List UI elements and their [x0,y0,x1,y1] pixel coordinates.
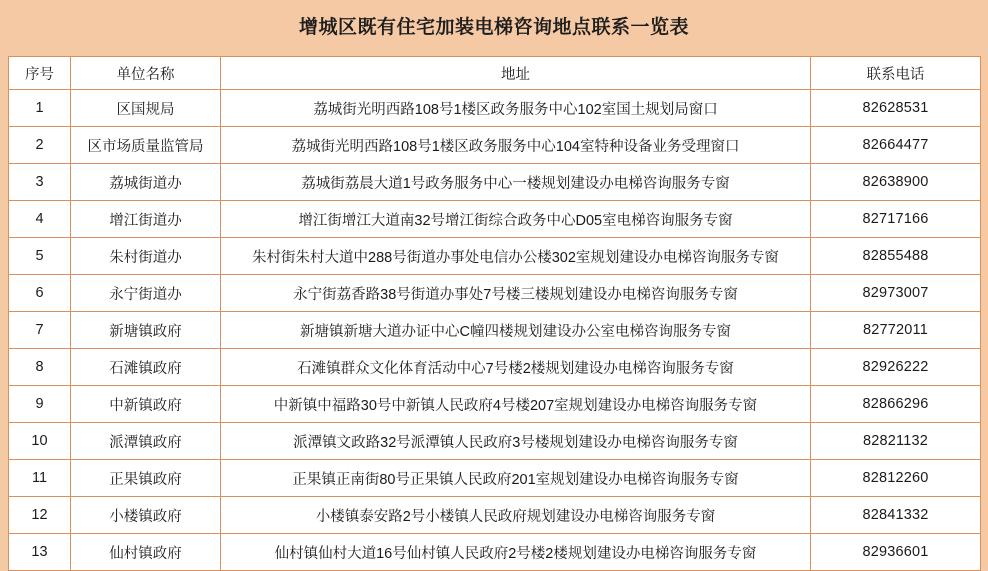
table-row [9,275,981,312]
cell-index: 4 [9,201,71,238]
cell-unit: 荔城街道办 [71,164,221,201]
cell-address: 增江街增江大道南32号增江街综合政务中心D05室电梯咨询服务专窗 [221,201,811,238]
cell-phone: 82973007 [811,275,981,312]
cell-unit: 区国规局 [71,90,221,127]
table-row [9,423,981,460]
cell-index: 2 [9,127,71,164]
cell-phone: 82821132 [811,423,981,460]
cell-phone: 82717166 [811,201,981,238]
cell-phone: 82628531 [811,90,981,127]
cell-index: 6 [9,275,71,312]
cell-address: 小楼镇泰安路2号小楼镇人民政府规划建设办电梯咨询服务专窗 [221,497,811,534]
cell-phone: 82812260 [811,460,981,497]
cell-unit: 正果镇政府 [71,460,221,497]
cell-address: 永宁街荔香路38号街道办事处7号楼三楼规划建设办电梯咨询服务专窗 [221,275,811,312]
table-header-row [9,57,981,90]
cell-address: 朱村街朱村大道中288号街道办事处电信办公楼302室规划建设办电梯咨询服务专窗 [221,238,811,275]
table-row [9,497,981,534]
table-container [0,56,988,571]
cell-phone: 82664477 [811,127,981,164]
cell-unit: 小楼镇政府 [71,497,221,534]
cell-index: 1 [9,90,71,127]
cell-unit: 增江街道办 [71,201,221,238]
cell-index: 11 [9,460,71,497]
cell-index: 3 [9,164,71,201]
table-row [9,312,981,349]
cell-index: 13 [9,534,71,571]
cell-address: 荔城街光明西路108号1楼区政务服务中心102室国土规划局窗口 [221,90,811,127]
table-row [9,534,981,571]
cell-address: 石滩镇群众文化体育活动中心7号楼2楼规划建设办电梯咨询服务专窗 [221,349,811,386]
cell-phone: 82926222 [811,349,981,386]
table-row [9,238,981,275]
cell-index: 5 [9,238,71,275]
column-header-phone: 联系电话 [811,57,981,90]
cell-address: 派潭镇文政路32号派潭镇人民政府3号楼规划建设办电梯咨询服务专窗 [221,423,811,460]
cell-unit: 石滩镇政府 [71,349,221,386]
cell-phone: 82772011 [811,312,981,349]
cell-unit: 仙村镇政府 [71,534,221,571]
cell-unit: 中新镇政府 [71,386,221,423]
title-bar [0,0,988,56]
cell-address: 正果镇正南街80号正果镇人民政府201室规划建设办电梯咨询服务专窗 [221,460,811,497]
cell-address: 荔城街荔晨大道1号政务服务中心一楼规划建设办电梯咨询服务专窗 [221,164,811,201]
cell-unit: 派潭镇政府 [71,423,221,460]
cell-phone: 82866296 [811,386,981,423]
cell-phone: 82855488 [811,238,981,275]
cell-unit: 区市场质量监管局 [71,127,221,164]
table-row [9,349,981,386]
column-header-index: 序号 [9,57,71,90]
cell-unit: 新塘镇政府 [71,312,221,349]
cell-index: 8 [9,349,71,386]
table-row [9,201,981,238]
cell-address: 中新镇中福路30号中新镇人民政府4号楼207室规划建设办电梯咨询服务专窗 [221,386,811,423]
cell-index: 7 [9,312,71,349]
cell-address: 新塘镇新塘大道办证中心C幢四楼规划建设办公室电梯咨询服务专窗 [221,312,811,349]
column-header-address: 地址 [221,57,811,90]
cell-phone: 82936601 [811,534,981,571]
cell-index: 10 [9,423,71,460]
table-row [9,90,981,127]
page-title: 增城区既有住宅加装电梯咨询地点联系一览表 [298,16,689,38]
table-row [9,386,981,423]
table-row [9,460,981,497]
cell-address: 荔城街光明西路108号1楼区政务服务中心104室特种设备业务受理窗口 [221,127,811,164]
cell-index: 12 [9,497,71,534]
table-row [9,127,981,164]
table-row [9,164,981,201]
cell-index: 9 [9,386,71,423]
cell-address: 仙村镇仙村大道16号仙村镇人民政府2号楼2楼规划建设办电梯咨询服务专窗 [221,534,811,571]
table-body [9,90,981,571]
contacts-table [8,56,981,571]
table-header [9,57,981,90]
cell-unit: 朱村街道办 [71,238,221,275]
cell-phone: 82638900 [811,164,981,201]
cell-phone: 82841332 [811,497,981,534]
column-header-unit: 单位名称 [71,57,221,90]
cell-unit: 永宁街道办 [71,275,221,312]
